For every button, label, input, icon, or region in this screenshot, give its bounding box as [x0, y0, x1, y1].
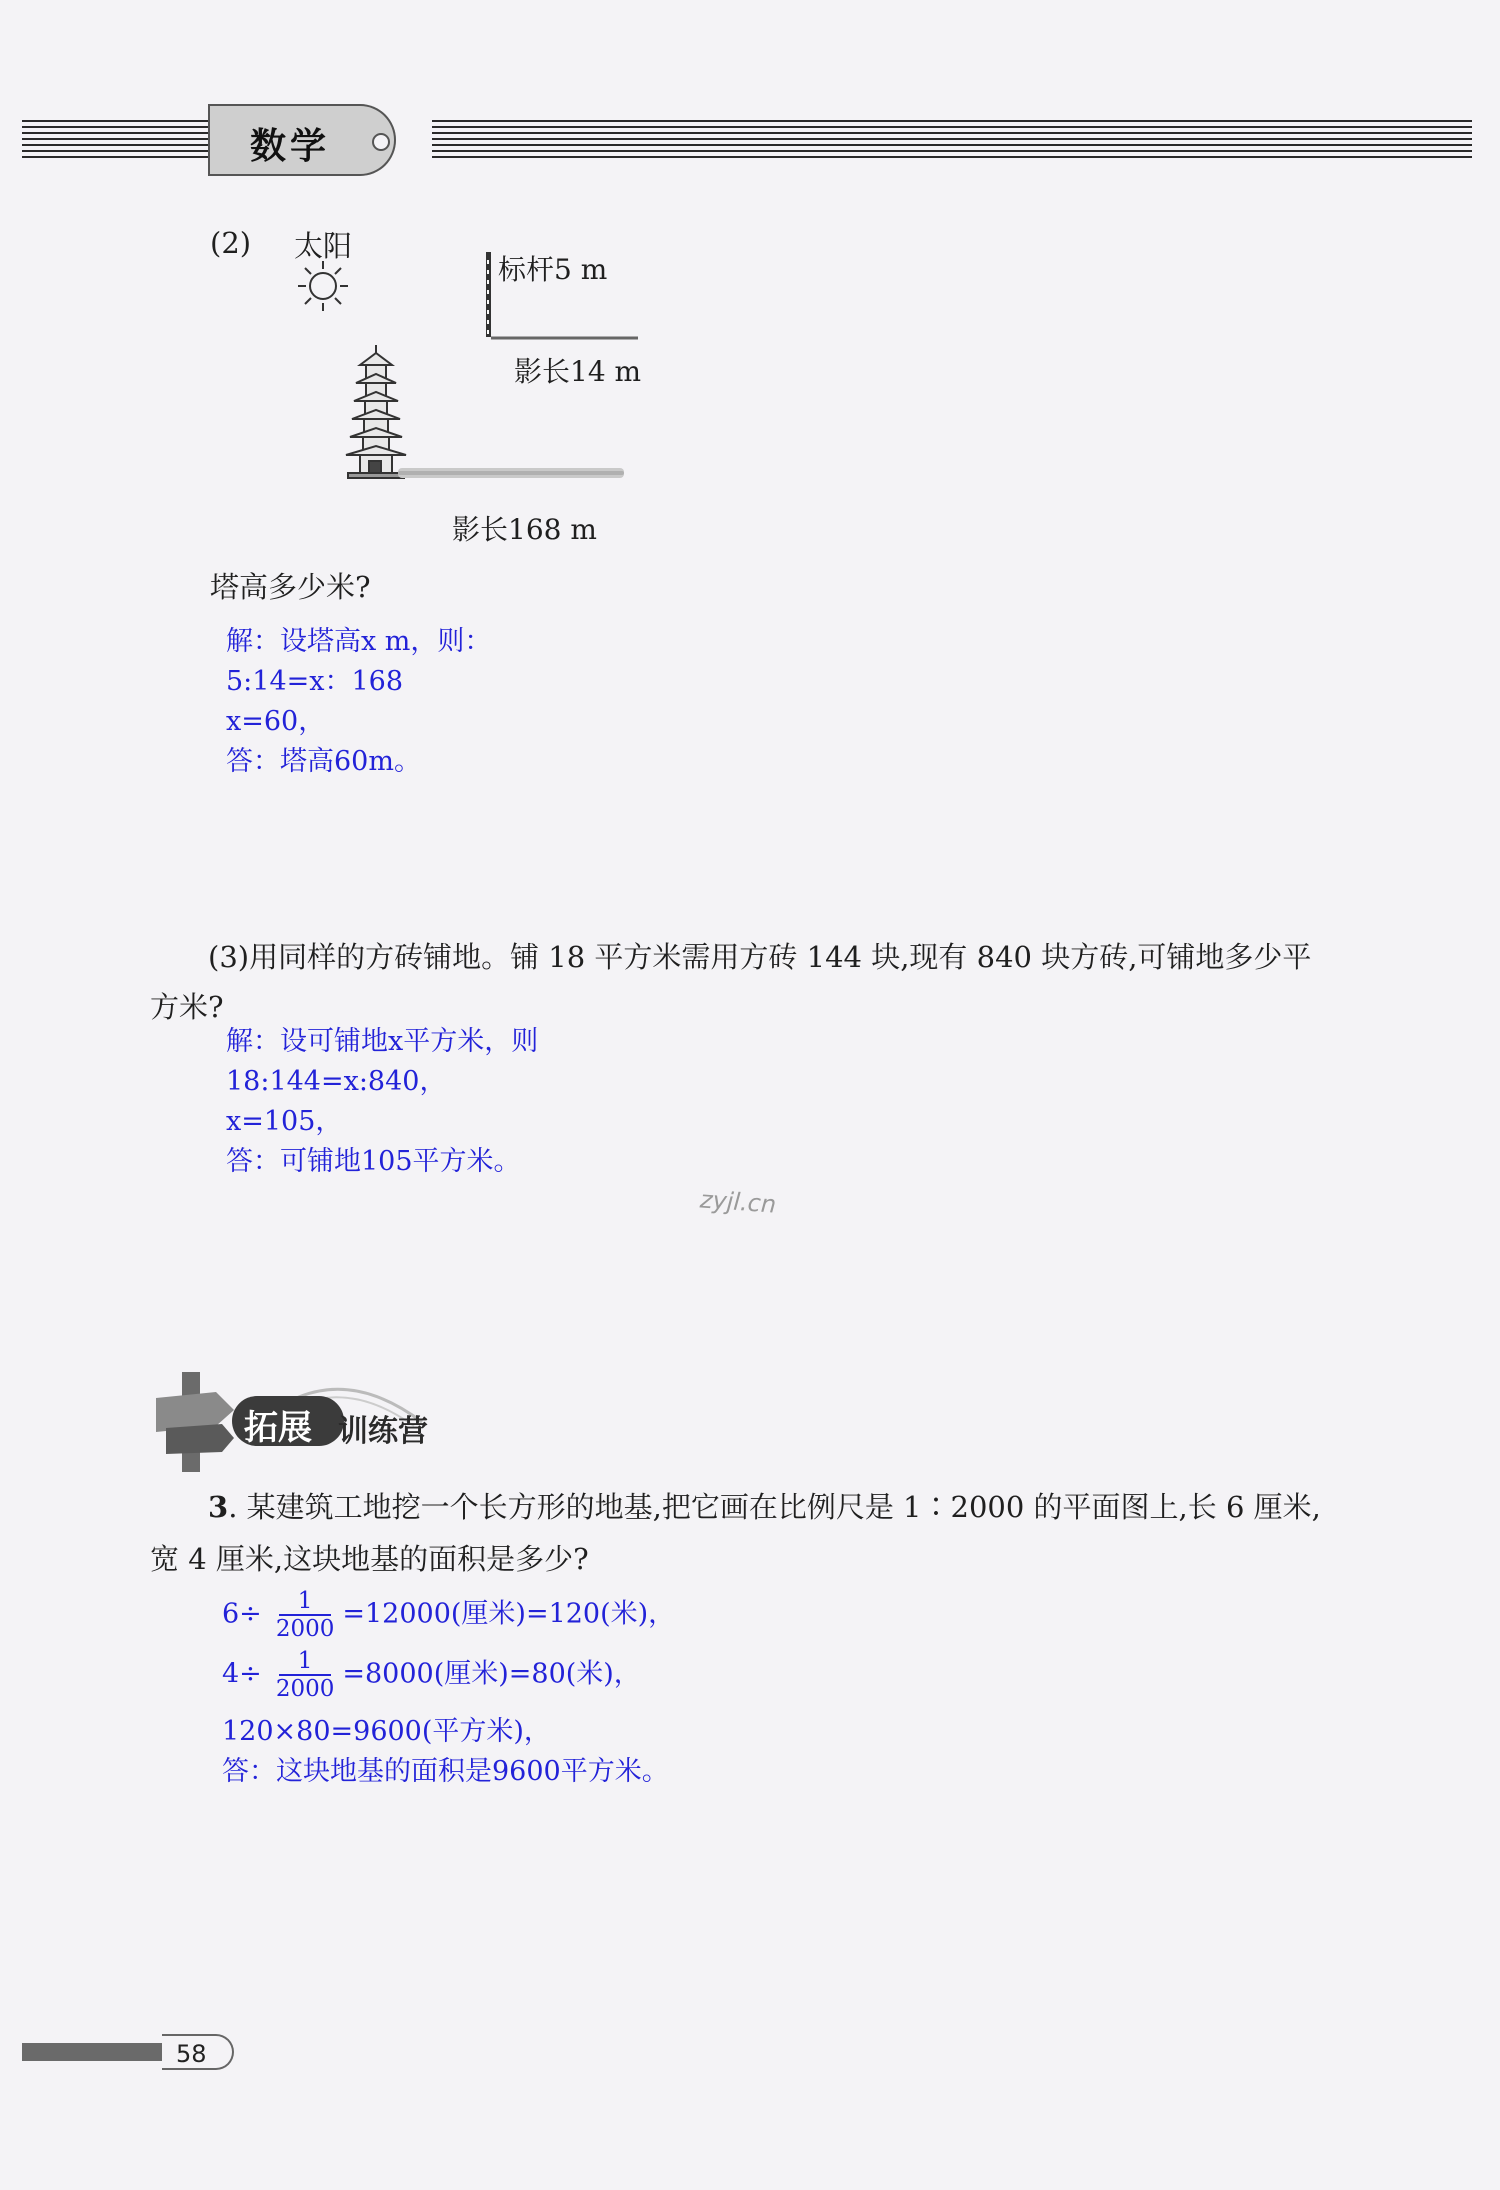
footer-bar [22, 2043, 162, 2061]
calc-prefix: 4÷ [222, 1658, 262, 1690]
question3-calc3: 120×80=9600(平方米)， [222, 1716, 551, 1747]
watermark: zyjl.cn [699, 1185, 778, 1219]
sun-label: 太阳 [294, 229, 353, 263]
calc-result: =8000(厘米)=80(米)， [342, 1658, 641, 1690]
answer-line: 5:14=x：168 [226, 666, 404, 697]
subject-title: 数学 [250, 126, 331, 167]
question3-number: 3 [208, 1490, 229, 1524]
fraction [276, 1648, 335, 1702]
question3-line2: 宽 4 厘米,这块地基的面积是多少? [150, 1542, 589, 1576]
fraction-numerator: 1 [297, 1588, 313, 1614]
question3-answer: 答：这块地基的面积是9600平方米。 [222, 1756, 669, 1787]
answer-line: 答：可铺地105平方米。 [226, 1146, 521, 1177]
fraction-denominator: 2000 [275, 1676, 335, 1702]
problem2-answer [226, 622, 491, 782]
header-rule-right [432, 120, 1472, 158]
badge-text-sub: 训练营 [338, 1414, 428, 1449]
tower-shadow-label: 影长168 m [452, 513, 597, 546]
page-number: 58 [162, 2034, 234, 2070]
question3-line1 [208, 1485, 1321, 1526]
problem3-line1: (3)用同样的方砖铺地。铺 18 平方米需用方砖 144 块,现有 840 块方砖,可铺地多少平 [208, 940, 1312, 974]
answer-line: 解：设可铺地x平方米，则 [226, 1026, 539, 1057]
fraction [276, 1588, 335, 1642]
pole-shadow-label: 影长14 m [514, 355, 642, 388]
problem3-line2: 方米? [150, 990, 224, 1024]
question3-calc1 [222, 1588, 675, 1642]
sun-icon [298, 261, 348, 311]
pagoda-icon [346, 345, 406, 478]
question3-calc2 [222, 1648, 641, 1702]
problem2-number: (2) [210, 226, 252, 260]
section-badge [152, 1372, 452, 1476]
answer-line: x=105， [226, 1106, 343, 1137]
answer-line: 18:144=x:840， [226, 1066, 447, 1097]
problem3-answer [226, 1022, 538, 1182]
badge-text-main: 拓展 [244, 1408, 312, 1448]
answer-line: 答：塔高60m。 [226, 746, 421, 777]
fraction-numerator: 1 [297, 1648, 313, 1674]
header-rule-left [22, 120, 212, 158]
calc-result: =12000(厘米)=120(米)， [342, 1598, 676, 1630]
fraction-denominator: 2000 [275, 1616, 335, 1642]
answer-line: 解：设塔高x m，则： [226, 626, 492, 657]
question3-text: . 某建筑工地挖一个长方形的地基,把它画在比例尺是 1∶2000 的平面图上,长 6 厘米, [228, 1490, 1321, 1524]
tab-hole-icon [372, 133, 390, 151]
answer-line: x=60， [226, 706, 326, 737]
calc-prefix: 6÷ [222, 1598, 262, 1630]
problem2-question: 塔高多少米? [210, 570, 371, 604]
pole-label: 标杆5 m [498, 253, 608, 286]
